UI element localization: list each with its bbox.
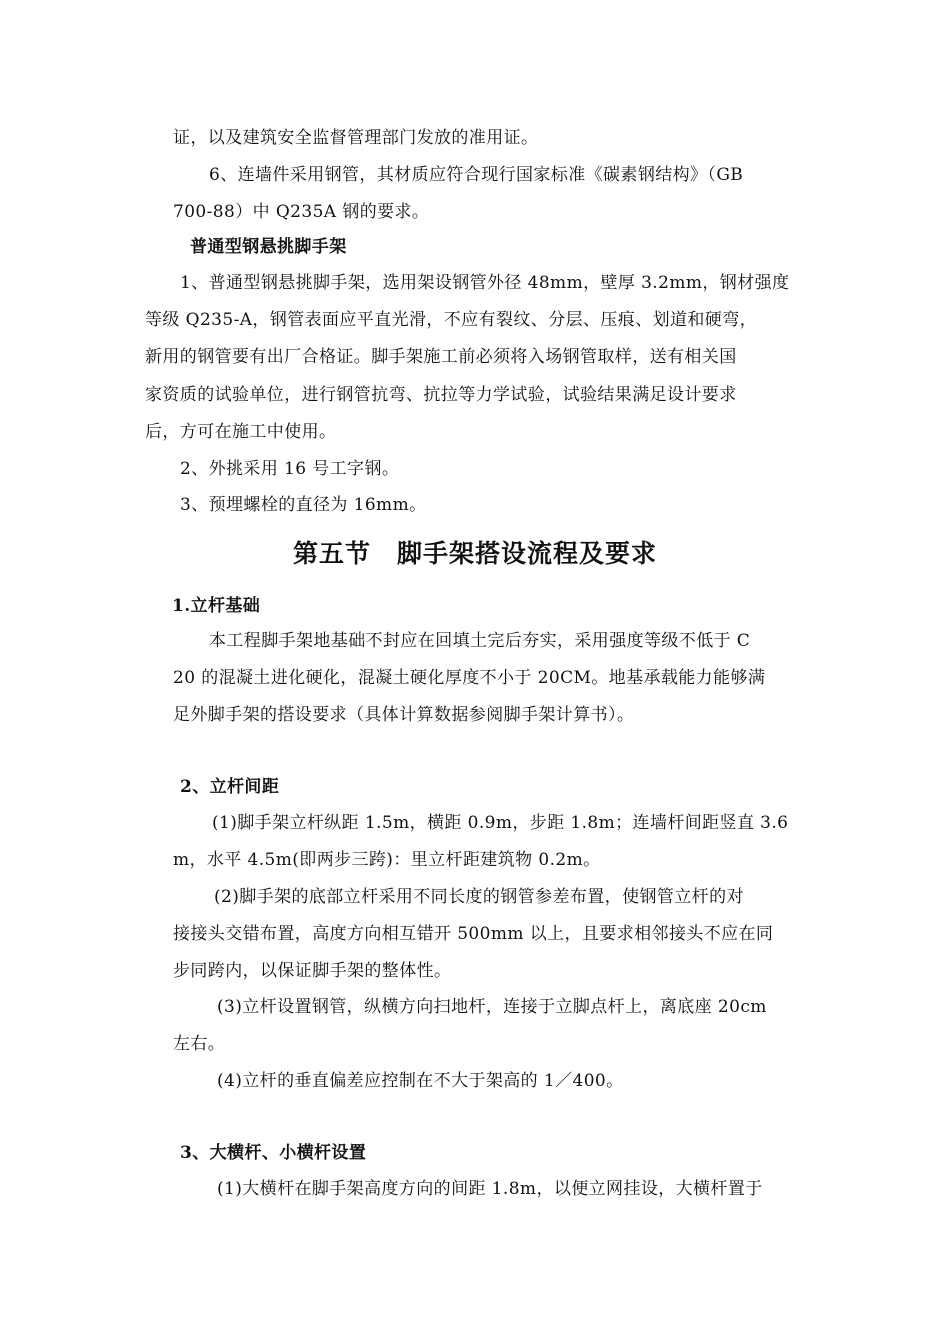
- text-line: (1)大横杆在脚手架高度方向的间距 1.8m，以便立网挂设，大横杆置于: [217, 1179, 763, 1199]
- text-line: 接接头交错布置，高度方向相互错开 500mm 以上，且要求相邻接头不应在同: [173, 924, 774, 944]
- section-title: 第五节 脚手架搭设流程及要求: [292, 539, 657, 568]
- text-line: (2)脚手架的底部立杆采用不同长度的钢管参差布置，使钢管立杆的对: [214, 887, 744, 907]
- text-line: 本工程脚手架地基础不封应在回填土完后夯实，采用强度等级不低于 C: [209, 631, 751, 651]
- text-line: (1)脚手架立杆纵距 1.5m，横距 0.9m，步距 1.8m；连墙杆间距竖直 3.6: [212, 813, 789, 833]
- heading-1: 1.立杆基础: [172, 596, 261, 616]
- text-line: 20 的混凝土进化硬化，混凝土硬化厚度不小于 20CM。地基承载能力能够满: [173, 668, 766, 688]
- heading-2: 2、立杆间距: [180, 777, 280, 797]
- text-line: 新用的钢管要有出厂合格证。脚手架施工前必须将入场钢管取样，送有相关国: [145, 347, 737, 367]
- text-line: 等级 Q235-A，钢管表面应平直光滑，不应有裂纹、分层、压痕、划道和硬弯，: [145, 310, 758, 330]
- text-line: 家资质的试验单位，进行钢管抗弯、抗拉等力学试验，试验结果满足设计要求: [145, 385, 737, 405]
- list-item: 3、预埋螺栓的直径为 16mm。: [180, 495, 427, 515]
- text-line: 后，方可在施工中使用。: [145, 422, 337, 442]
- text-line: 700-88）中 Q235A 钢的要求。: [173, 202, 430, 222]
- heading-3: 3、大横杆、小横杆设置: [180, 1143, 367, 1163]
- text-line: (4)立杆的垂直偏差应控制在不大于架高的 1／400。: [217, 1071, 624, 1091]
- text-line: 6、连墙件采用钢管，其材质应符合现行国家标准《碳素钢结构》（GB: [209, 165, 744, 185]
- text-line: 足外脚手架的搭设要求（具体计算数据参阅脚手架计算书）。: [173, 705, 635, 725]
- text-line: 步同跨内，以保证脚手架的整体性。: [173, 961, 452, 981]
- text-line: 左右。: [173, 1034, 226, 1054]
- list-item: 2、外挑采用 16 号工字钢。: [180, 459, 400, 479]
- text-line: m，水平 4.5m(即两步三跨)：里立杆距建筑物 0.2m。: [173, 850, 601, 870]
- subsection-heading: 普通型钢悬挑脚手架: [190, 237, 347, 257]
- text-line: (3)立杆设置钢管，纵横方向扫地杆，连接于立脚点杆上，离底座 20cm: [217, 997, 767, 1017]
- text-line: 1、普通型钢悬挑脚手架，选用架设钢管外径 48mm，壁厚 3.2mm，钢材强度: [180, 273, 790, 293]
- text-line: 证，以及建筑安全监督管理部门发放的准用证。: [173, 128, 539, 148]
